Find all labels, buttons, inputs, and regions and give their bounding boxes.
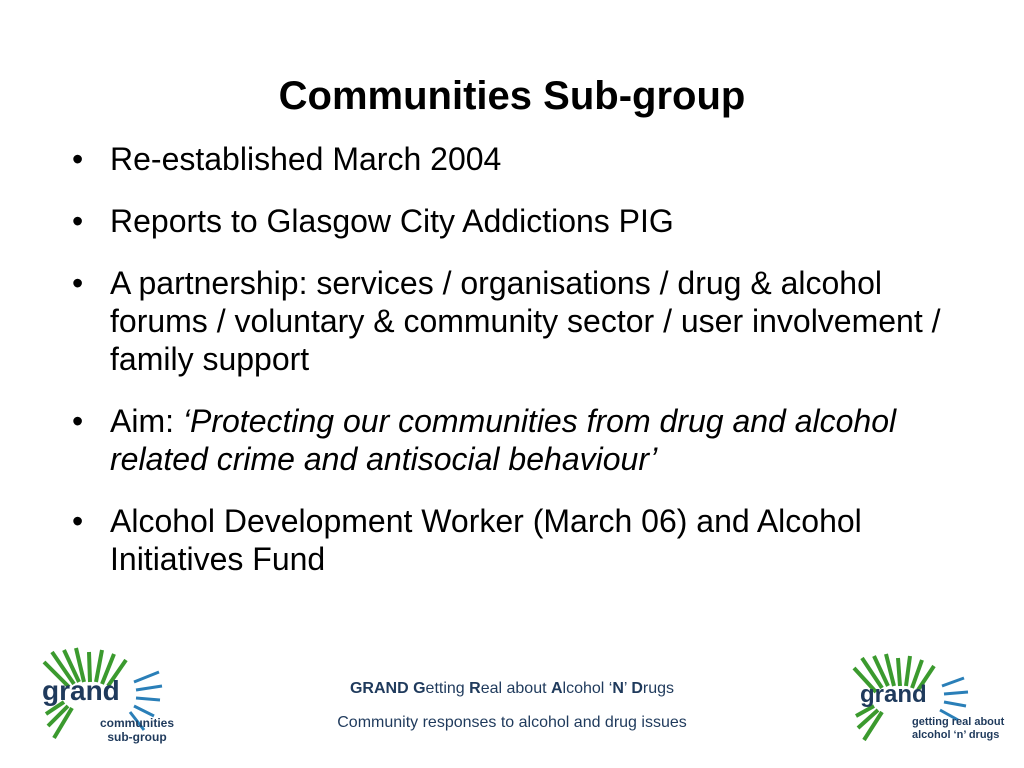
- footer-subtitle: Community responses to alcohol and drug issues: [337, 714, 687, 731]
- bullet-dot-icon: •: [72, 503, 84, 539]
- svg-text:grand: grand: [42, 675, 120, 706]
- svg-text:grand: grand: [860, 681, 927, 708]
- bullet-dot-icon: •: [72, 203, 84, 239]
- bullet-dot-icon: •: [72, 141, 84, 177]
- bullet-item: • Alcohol Development Worker (March 06) and Alcohol Initiatives Fund: [72, 503, 862, 577]
- bullet-item: • Reports to Glasgow City Addictions PIG: [72, 203, 674, 239]
- logo-subtitle: getting real about alcohol ‘n’ drugs: [912, 716, 1005, 741]
- grand-getting-real-logo: [846, 650, 1006, 750]
- bullet-dot-icon: •: [72, 403, 84, 439]
- logo-subtitle: communities sub-group: [100, 716, 175, 744]
- bullet-item: • Aim: ‘Protecting our communities from drug and alcohol related crime and antisocial behaviour’: [72, 403, 897, 477]
- bullet-dot-icon: •: [72, 265, 84, 301]
- slide-title: Communities Sub-group: [278, 74, 746, 118]
- bullet-item: • A partnership: services / organisations / drug & alcohol forums / voluntary & community sector / user involvement / family support: [72, 265, 941, 377]
- footer-title: GRAND Getting Real about Alcohol ‘N’ Drugs: [349, 680, 675, 697]
- aim-quote: ‘Protecting our communities from drug and alcohol related crime and antisocial behaviour’: [110, 403, 897, 477]
- bullet-list: [70, 140, 970, 602]
- bullet-item: • Re-established March 2004: [72, 141, 502, 177]
